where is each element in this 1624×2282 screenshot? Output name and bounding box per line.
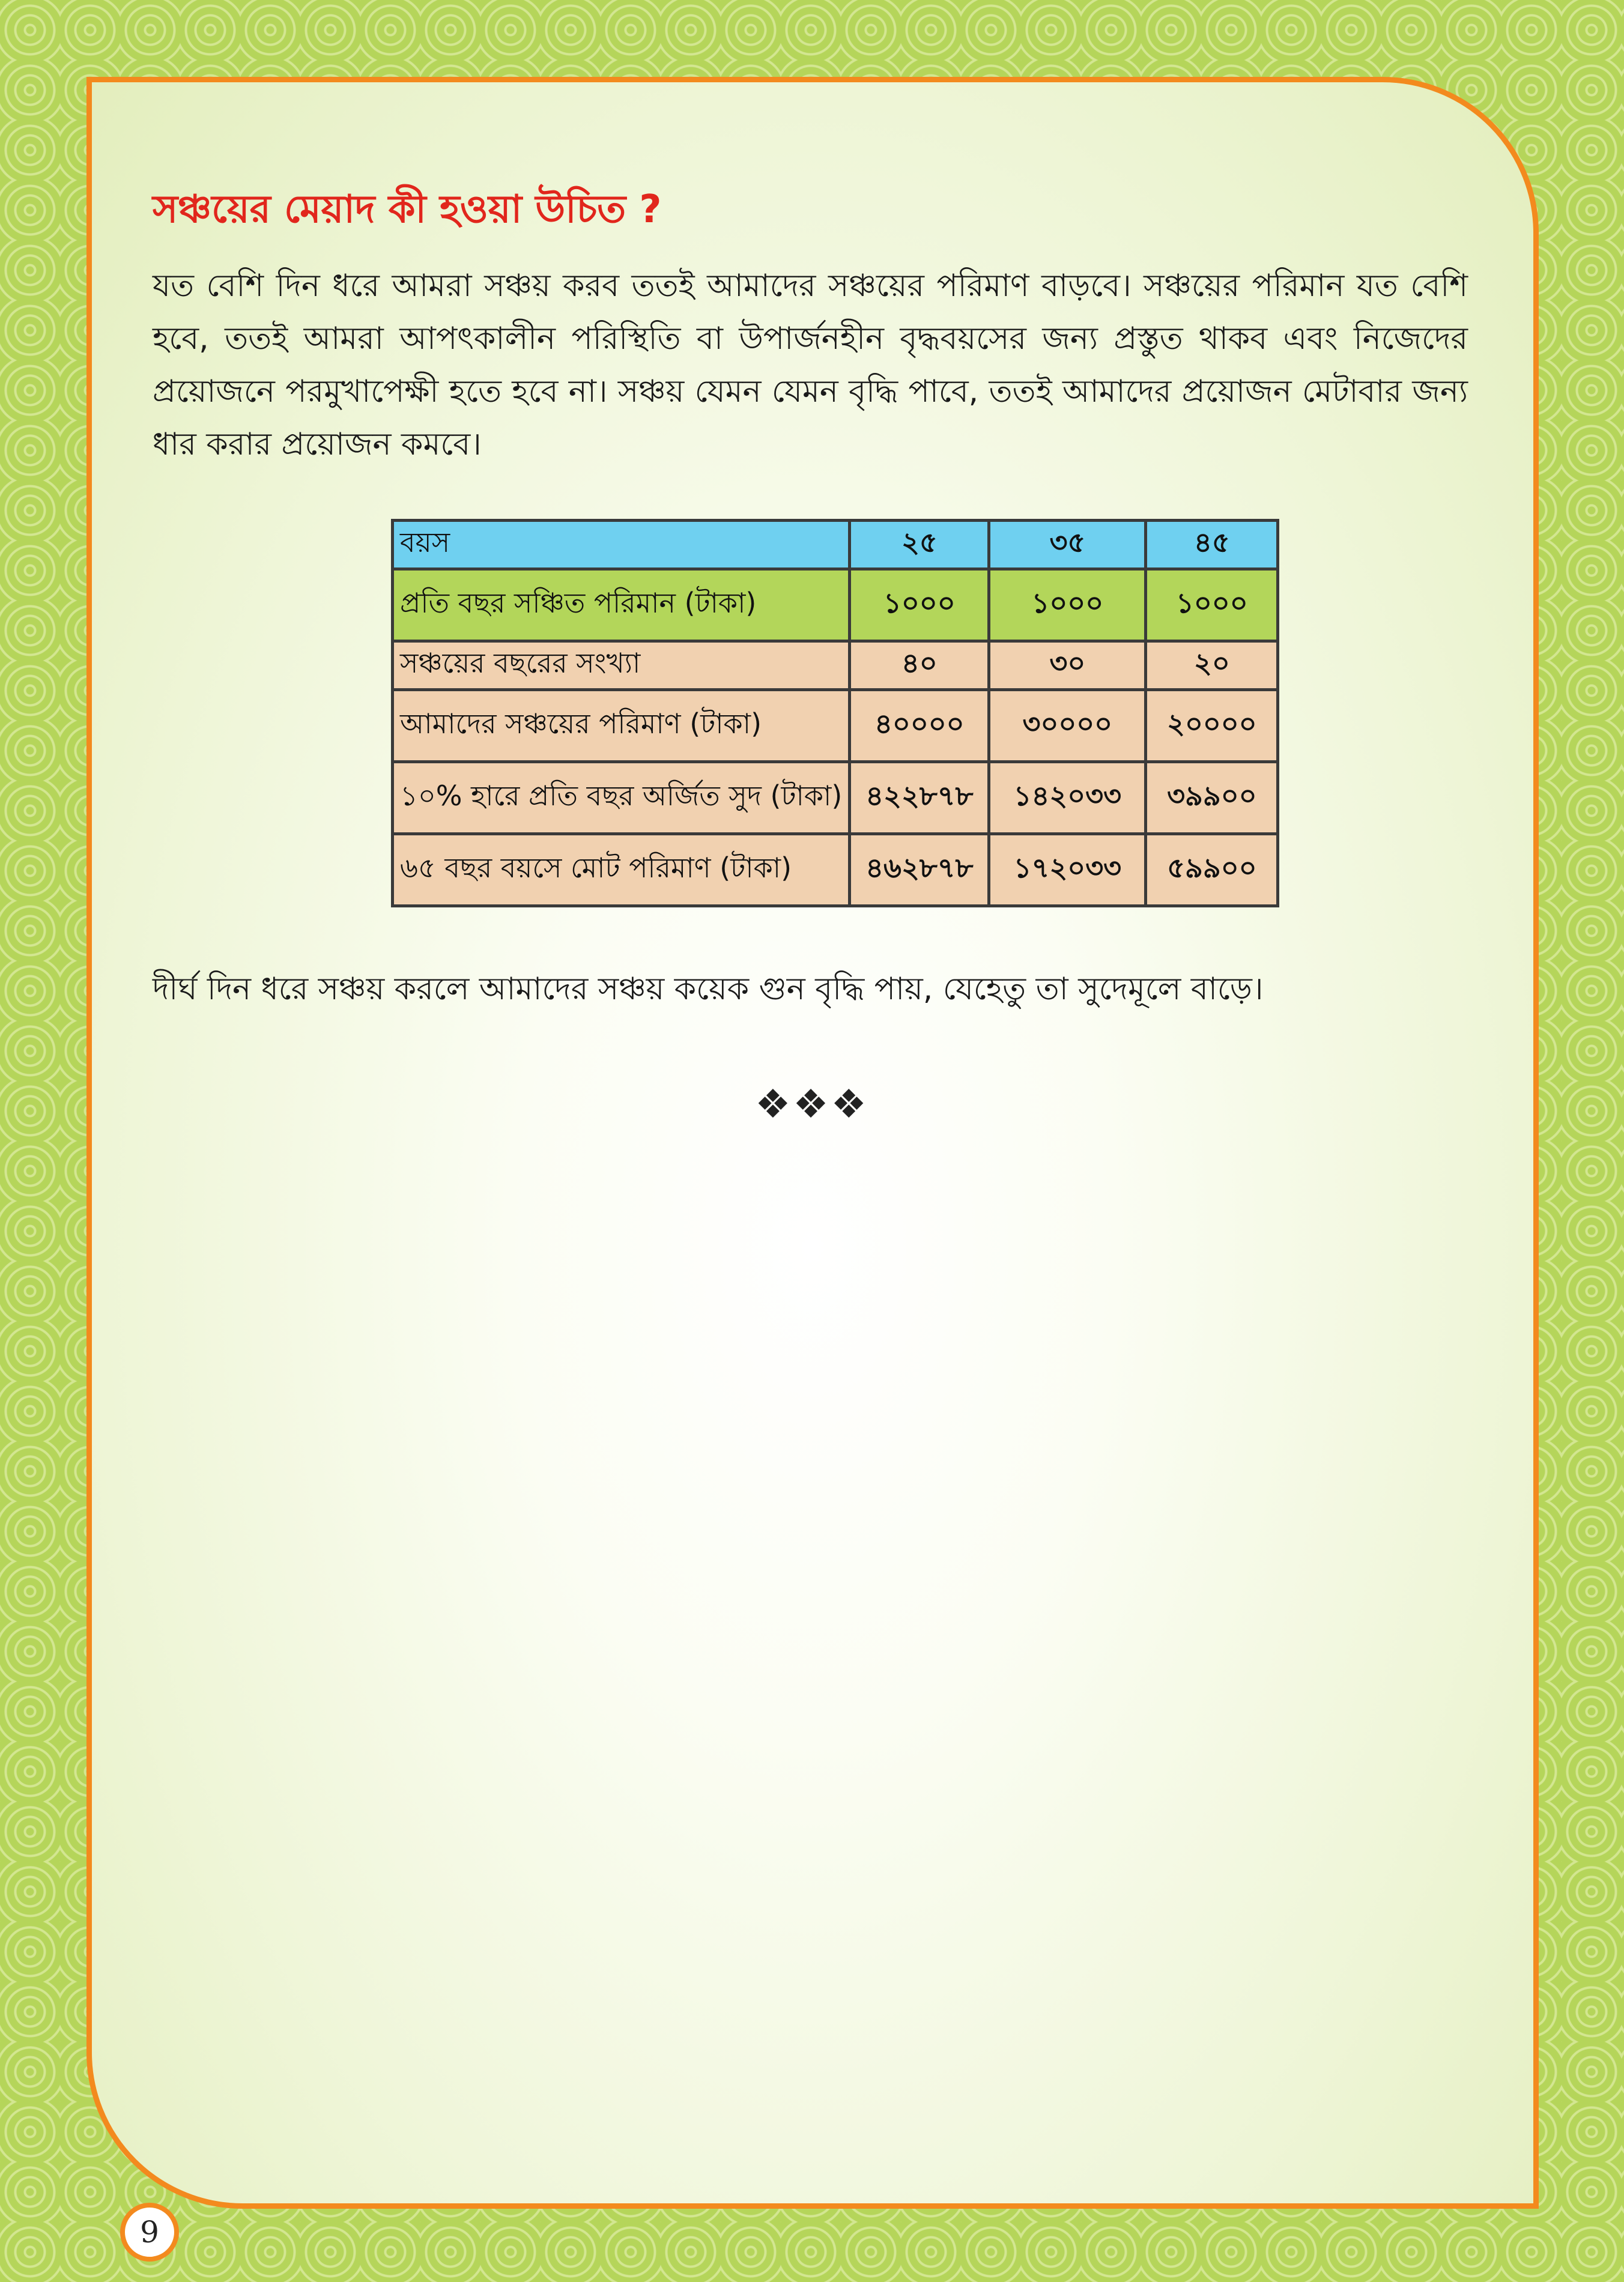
table-row-saving-years [393, 641, 1278, 690]
table-cell: ১৪২০৩৩ [989, 762, 1146, 834]
conclusion-paragraph: দীর্ঘ দিন ধরে সঞ্চয় করলে আমাদের সঞ্চয় কয়েক গুন বৃদ্ধি পায়, যেহেতু তা সুদেমূলে বাড়ে। [153, 971, 1264, 1007]
table-cell: ২০০০০ [1146, 690, 1278, 762]
table-row-yearly-saving [393, 569, 1278, 641]
row-label: সঞ্চয়ের বছরের সংখ্যা [393, 641, 850, 690]
table-cell: ১০০০ [1146, 569, 1278, 641]
table-header-label: বয়স [393, 521, 850, 569]
page-number: 9 [120, 2203, 179, 2262]
savings-table [391, 519, 1279, 907]
table-header-cell: ২৫ [850, 521, 989, 569]
table-cell: ৩৯৯০০ [1146, 762, 1278, 834]
table-cell: ১০০০ [850, 569, 989, 641]
savings-table-container [391, 519, 1279, 907]
table-header-row [393, 521, 1278, 569]
table-cell: ২০ [1146, 641, 1278, 690]
row-label: আমাদের সঞ্চয়ের পরিমাণ (টাকা) [393, 690, 850, 762]
table-cell: ৫৯৯০০ [1146, 834, 1278, 906]
row-label: প্রতি বছর সঞ্চিত পরিমান (টাকা) [393, 569, 850, 641]
table-cell: ১৭২০৩৩ [989, 834, 1146, 906]
ornament-divider: ❖❖❖ [755, 1081, 869, 1127]
intro-paragraph: যত বেশি দিন ধরে আমরা সঞ্চয় করব ততই আমাদের সঞ্চয়ের পরিমাণ বাড়বে। সঞ্চয়ের পরিমান যত বেশি হবে, ততই আমরা আপৎকালীন পরিস্থিতি বা উপার্জনহীন বৃদ্ধবয়সের জন্য প্রস্তুত থাকব এবং নিজেদের প্রয়োজনে পরমুখাপেক্ষী হতে হবে না। সঞ্চয় যেমন যেমন বৃদ্ধি পাবে, ততই আমাদের প্রয়োজন মেটাবার জন্য ধার করার প্রয়োজন কমবে। [153, 268, 1468, 462]
table-header-cell: ৩৫ [989, 521, 1146, 569]
table-cell: ৩০০০০ [989, 690, 1146, 762]
table-cell: ৪০০০০ [850, 690, 989, 762]
table-row-saving-amount [393, 690, 1278, 762]
table-cell: ৪৬২৮৭৮ [850, 834, 989, 906]
table-header-cell: ৪৫ [1146, 521, 1278, 569]
table-cell: ৪২২৮৭৮ [850, 762, 989, 834]
row-label: ৬৫ বছর বয়সে মোট পরিমাণ (টাকা) [393, 834, 850, 906]
page-heading: সঞ্চয়ের মেয়াদ কী হওয়া উচিত ? [153, 187, 662, 232]
table-cell: ৪০ [850, 641, 989, 690]
row-label: ১০% হারে প্রতি বছর অর্জিত সুদ (টাকা) [393, 762, 850, 834]
table-row-interest [393, 762, 1278, 834]
table-row-total-at-65 [393, 834, 1278, 906]
table-cell: ৩০ [989, 641, 1146, 690]
table-cell: ১০০০ [989, 569, 1146, 641]
